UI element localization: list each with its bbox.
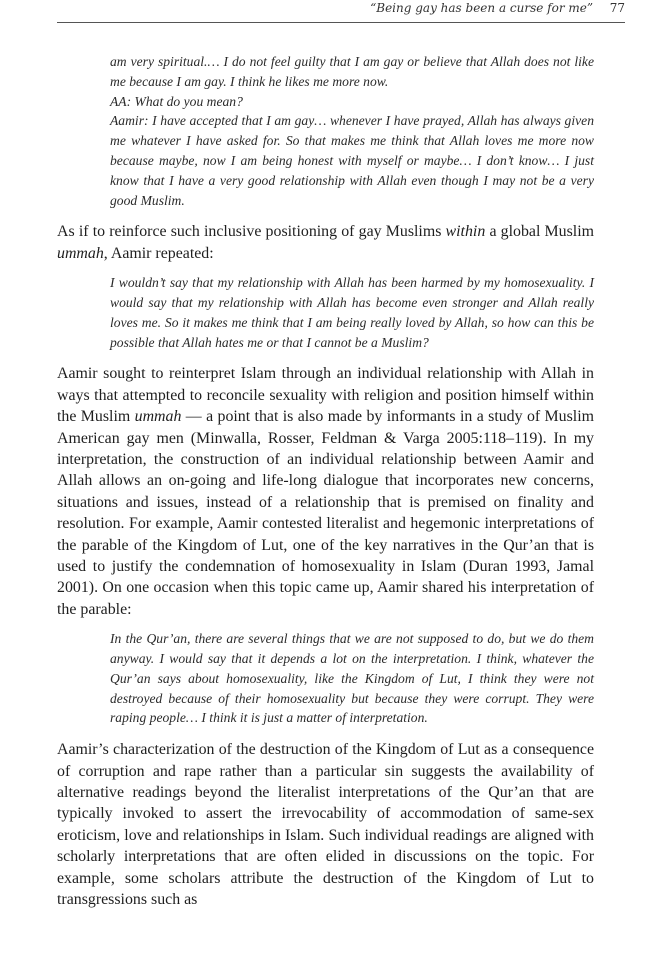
text-run: , Aamir repeated: <box>103 244 214 262</box>
quote-text: I wouldn’t say that my relationship with Allah has been harmed by my homosexuality. I would say that my relationship with Allah has become even stronger and Allah really loves me. So it makes me think that I am being really loved by Allah, so how can this be possible that Allah hates me or that I cannot be a Muslim? <box>110 275 594 350</box>
quote-line: Aamir: I have accepted that I am gay… whenever I have prayed, Allah has always given me whatever I have asked for. So that makes me think that Allah loves me more now because maybe, now I am being honest with myself or maybe… I don’t know… I just know that I have a very good relationship with Allah even though I may not be a very good Muslim. <box>110 113 594 208</box>
page-body <box>57 52 594 919</box>
paragraph-1 <box>57 221 594 264</box>
quote-text: In the Qur’an, there are several things that we are not supposed to do, but we do them anyway. I would say that it depends a lot on the interpretation. I think, whatever the Qur’an says about homosexuality, like the Kingdom of Lut, I think they were not destroyed because of their homosexuality but because they were corrupt. They were raping people… I think it is just a matter of interpretation. <box>110 631 594 726</box>
emphasis: ummah <box>57 244 104 262</box>
text-run: a global Muslim <box>485 223 594 241</box>
block-quote-3 <box>110 629 594 728</box>
text-run: As if to reinforce such inclusive positioning of gay Muslims <box>57 223 446 241</box>
paragraph-3 <box>57 739 594 910</box>
text-run: Aamir sought to reinterpret Islam through an individual relationship with Allah in ways that attempted to reconcile sexuality with religion and position himself within the Muslim <box>57 365 594 426</box>
emphasis: within <box>445 223 486 241</box>
text-run: — a point that is also made by informants in a study of Muslim American gay men (Minwalla, Rosser, Feldman & Varga 2005:118–119). In my interpretation, the construction of an individual relationship between Aamir and Allah allows an on-going and life-long dialogue that incorporates new concerns, situations and issues, instead of a relationship that is premised on finality and resolution. For example, Aamir contested literalist and hegemonic interpretations of the parable of the Kingdom of Lut, one of the key narratives in the Qur’an that is used to justify the condemnation of homosexuality in Islam (Duran 1993, Jamal 2001). On one occasion when this topic came up, Aamir shared his interpretation of the parable: <box>57 408 595 618</box>
running-header <box>57 0 625 23</box>
paragraph-2 <box>57 363 594 620</box>
running-title: “Being gay has been a curse for me” <box>370 1 593 15</box>
quote-line: am very spiritual.… I do not feel guilty that I am gay or believe that Allah does not like me because I am gay. I think he likes me more now. <box>110 54 594 89</box>
quote-line: AA: What do you mean? <box>110 93 243 109</box>
page-number: 77 <box>609 1 625 15</box>
text-run: Aamir’s characterization of the destruction of the Kingdom of Lut as a consequence of corruption and rape rather than a particular sin suggests the availability of alternative readings beyond the literalist interpretations of the Qur’an that are typically invoked to assert the irrevocability of accommodation of same-sex eroticism, love and relationships in Islam. Such individual readings are aligned with scholarly interpretations that are often elided in discussions on the topic. For example, some scholars attribute the destruction of the Kingdom of Lut to transgressions such as <box>57 741 594 909</box>
emphasis: ummah <box>134 408 182 426</box>
block-quote-2 <box>110 273 594 352</box>
block-quote-1 <box>110 52 594 210</box>
